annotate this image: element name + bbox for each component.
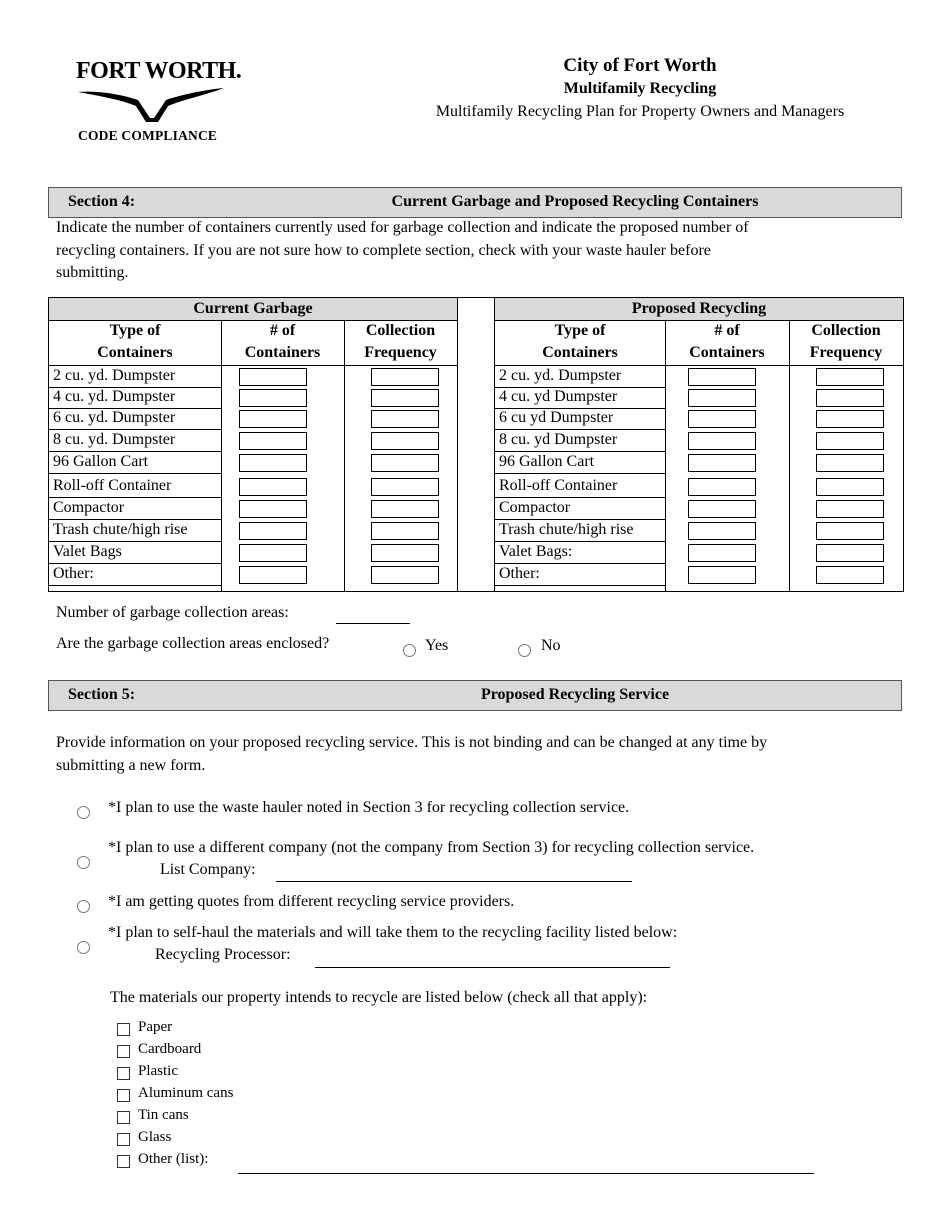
collection-frequency-input[interactable] [371,478,439,496]
col-type-header [49,320,221,366]
section5-header [48,680,902,711]
container-count-input[interactable] [239,544,307,562]
section4-title: Current Garbage and Proposed Recycling Containers [391,193,759,210]
container-count-input[interactable] [239,432,307,450]
container-type-cell: Other: [49,564,221,586]
container-type-cell: 4 cu. yd. Dumpster [49,387,221,409]
list-company-label: List Company: [160,861,256,878]
container-count-input[interactable] [239,500,307,518]
material-checkbox[interactable] [117,1067,130,1080]
container-type-cell: 8 cu. yd. Dumpster [49,430,221,452]
container-count-input[interactable] [239,566,307,584]
container-count-input[interactable] [239,478,307,496]
container-count-input[interactable] [688,566,756,584]
material-checkbox[interactable] [117,1111,130,1124]
option-different-company-label: *I plan to use a different company (not the company from Section 3) for recycling collection service. [108,839,755,856]
longhorn-icon [72,56,232,128]
container-type-cell: 8 cu. yd Dumpster [495,430,665,452]
container-count-input[interactable] [688,454,756,472]
option-different-company-radio[interactable] [77,856,90,869]
container-count-input[interactable] [688,544,756,562]
material-label: Tin cans [138,1107,189,1123]
recycling-processor-input[interactable] [315,967,670,968]
col-frequency-header [344,320,457,366]
container-type-cell: 2 cu. yd. Dumpster [49,366,221,388]
material-checkbox[interactable] [117,1155,130,1168]
option-self-haul-label: *I plan to self-haul the materials and will take them to the recycling facility listed below: [108,924,678,941]
col-count-header [221,320,344,366]
proposed-recycling-table [494,297,904,592]
container-type-cell: 96 Gallon Cart [49,452,221,474]
col-frequency-header [789,320,903,366]
material-label: Cardboard [138,1041,202,1057]
instructions-line: recycling containers. If you are not sure how to complete section, check with your waste hauler before [56,241,711,259]
container-type-cell: 96 Gallon Cart [495,452,665,474]
col-header-line: Collection [365,322,436,339]
collection-frequency-input[interactable] [816,522,884,540]
current-garbage-title: Current Garbage [49,298,457,321]
container-type-cell: 6 cu yd Dumpster [495,408,665,430]
page-subtitle: Multifamily Recycling [563,80,717,97]
material-checkbox[interactable] [117,1023,130,1036]
collection-frequency-input[interactable] [816,389,884,407]
section5-intro [56,732,916,777]
container-type-cell: 2 cu. yd. Dumpster [495,366,665,388]
section5-title: Proposed Recycling Service [480,686,670,703]
container-count-input[interactable] [688,432,756,450]
container-count-input[interactable] [688,410,756,428]
proposed-recycling-title: Proposed Recycling [495,298,903,321]
recycling-processor-label: Recycling Processor: [155,946,291,963]
collection-frequency-input[interactable] [371,368,439,386]
container-type-cell: Trash chute/high rise [495,520,665,542]
option-hauler-radio[interactable] [77,806,90,819]
enclosed-yes-label: Yes [425,637,449,654]
col-count-header [665,320,789,366]
collection-frequency-input[interactable] [816,478,884,496]
material-checkbox[interactable] [117,1045,130,1058]
collection-frequency-input[interactable] [371,522,439,540]
container-type-cell: Compactor [49,498,221,520]
material-checkbox[interactable] [117,1089,130,1102]
intro-line: Provide information on your proposed recycling service. This is not binding and can be changed at any time by [56,734,768,751]
collection-frequency-input[interactable] [816,368,884,386]
collection-areas-label: Number of garbage collection areas: [56,604,289,621]
material-label: Plastic [138,1063,178,1079]
container-count-input[interactable] [239,454,307,472]
col-header-line: Containers [689,344,765,361]
logo-wordmark: FORT WORTH. [76,58,242,84]
intro-line: submitting a new form. [56,756,206,774]
collection-areas-input[interactable] [336,623,410,624]
instructions-line: Indicate the number of containers currently used for garbage collection and indicate the proposed number of [56,219,749,236]
option-quotes-radio[interactable] [77,900,90,913]
col-header-line: Type of [109,322,161,339]
collection-frequency-input[interactable] [371,432,439,450]
col-header-line: Frequency [809,344,883,361]
collection-frequency-input[interactable] [816,500,884,518]
header-title-block [390,54,890,124]
other-materials-input[interactable] [238,1173,814,1174]
collection-frequency-input[interactable] [816,454,884,472]
collection-frequency-input[interactable] [371,544,439,562]
material-checkbox[interactable] [117,1133,130,1146]
collection-frequency-input[interactable] [816,410,884,428]
option-quotes-label: *I am getting quotes from different recycling service providers. [108,893,515,910]
page-title: City of Fort Worth [563,55,717,76]
instructions-line: submitting. [56,264,129,281]
container-count-input[interactable] [239,389,307,407]
container-type-cell: Compactor [495,498,665,520]
section5-number: Section 5: [68,686,136,703]
table-gap [458,297,494,592]
collection-frequency-input[interactable] [816,432,884,450]
option-hauler-label: *I plan to use the waste hauler noted in Section 3 for recycling collection service. [108,799,630,816]
col-header-line: Frequency [364,344,437,361]
materials-intro: The materials our property intends to recycle are listed below (check all that apply): [110,989,648,1006]
col-header-line: Containers [542,344,618,361]
collection-frequency-input[interactable] [816,544,884,562]
material-label: Other (list): [138,1151,209,1167]
enclosed-no-radio[interactable] [518,644,531,657]
container-count-input[interactable] [688,389,756,407]
section4-number: Section 4: [68,193,136,210]
collection-frequency-input[interactable] [371,389,439,407]
container-type-cell: Other: [495,564,665,586]
material-label: Paper [138,1019,173,1035]
container-count-input[interactable] [239,522,307,540]
enclosed-yes-radio[interactable] [403,644,416,657]
collection-frequency-input[interactable] [816,566,884,584]
enclosed-question: Are the garbage collection areas enclosed? [56,635,330,652]
material-label: Glass [138,1129,172,1145]
col-header-line: # of [269,322,296,339]
container-type-cell: Valet Bags [49,542,221,564]
col-header-line: Type of [554,322,606,339]
container-type-cell: 6 cu. yd. Dumpster [49,408,221,430]
collection-frequency-input[interactable] [371,500,439,518]
section4-header [48,187,902,218]
container-type-cell: Roll-off Container [495,476,665,498]
col-header-line: Collection [811,322,881,339]
container-type-cell: Valet Bags: [495,542,665,564]
container-count-input[interactable] [688,478,756,496]
container-count-input[interactable] [688,522,756,540]
container-type-cell: 4 cu. yd Dumpster [495,387,665,409]
list-company-input[interactable] [276,881,632,882]
container-count-input[interactable] [239,368,307,386]
enclosed-no-label: No [541,637,561,654]
container-count-input[interactable] [688,368,756,386]
collection-frequency-input[interactable] [371,410,439,428]
option-self-haul-radio[interactable] [77,941,90,954]
col-header-line: # of [714,322,740,339]
material-label: Aluminum cans [138,1085,234,1101]
collection-frequency-input[interactable] [371,454,439,472]
col-header-line: Containers [97,344,173,361]
collection-frequency-input[interactable] [371,566,439,584]
container-count-input[interactable] [239,410,307,428]
fort-worth-logo [72,56,242,148]
section4-instructions [56,217,916,285]
logo-subtitle: CODE COMPLIANCE [78,128,218,143]
container-count-input[interactable] [688,500,756,518]
container-type-cell: Trash chute/high rise [49,520,221,542]
page-description: Multifamily Recycling Plan for Property Owners and Managers [435,103,845,120]
container-type-cell: Roll-off Container [49,476,221,498]
col-type-header [495,320,665,366]
current-garbage-table [48,297,458,592]
col-header-line: Containers [244,344,321,361]
